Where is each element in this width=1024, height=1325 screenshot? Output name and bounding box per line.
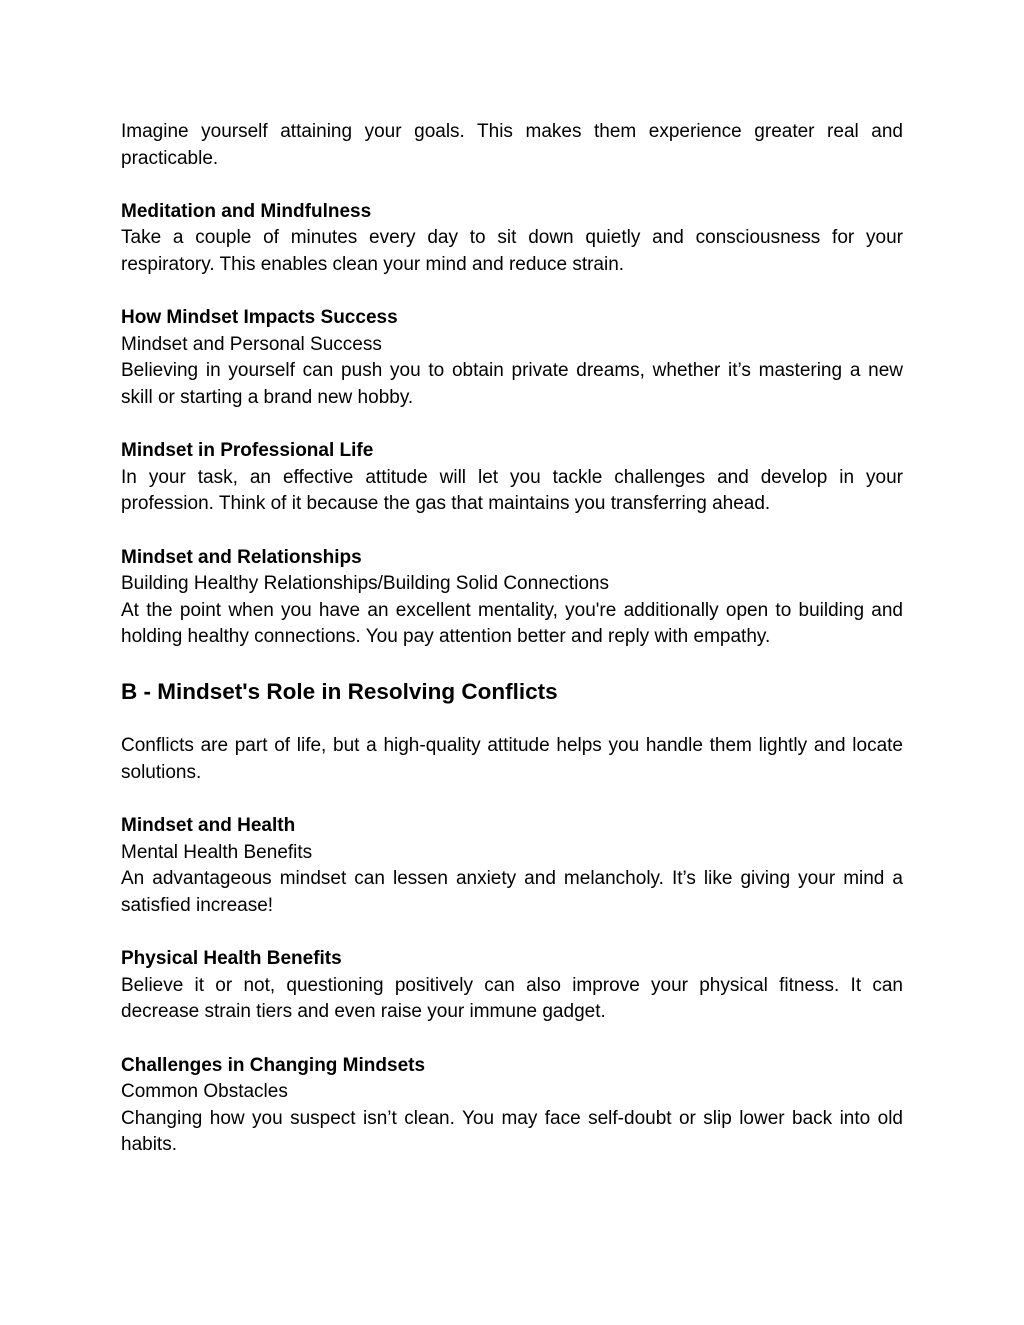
intro-paragraph: Imagine yourself attaining your goals. This makes them experience greater real and practicable. xyxy=(121,121,903,169)
impacts-heading: How Mindset Impacts Success xyxy=(121,307,398,329)
section-professional xyxy=(121,438,903,518)
challenges-paragraph: Changing how you suspect isn’t clean. You may face self-doubt or slip lower back into old habits. xyxy=(121,1107,903,1156)
relationships-paragraph: At the point when you have an excellent mentality, you're additionally open to building and holding healthy connections. You pay attention better and reply with empathy. xyxy=(121,599,903,648)
health-subheading: Mental Health Benefits xyxy=(121,841,313,863)
impacts-subheading: Mindset and Personal Success xyxy=(121,333,382,355)
section-health xyxy=(121,813,903,919)
challenges-heading: Challenges in Changing Mindsets xyxy=(121,1054,426,1076)
physical-heading: Physical Health Benefits xyxy=(121,948,342,970)
section-meditation xyxy=(121,199,903,279)
relationships-subheading: Building Healthy Relationships/Building Solid Connections xyxy=(121,573,609,595)
impacts-paragraph: Believing in yourself can push you to obtain private dreams, whether it’s mastering a new skill or starting a brand new hobby. xyxy=(121,360,903,408)
section-intro xyxy=(121,119,903,172)
section-impacts xyxy=(121,305,903,411)
challenges-subheading: Common Obstacles xyxy=(121,1081,288,1103)
section-relationships xyxy=(121,545,903,651)
meditation-paragraph: Take a couple of minutes every day to sit down quietly and consciousness for your respiratory. This enables clean your mind and reduce strain. xyxy=(121,227,903,275)
relationships-heading: Mindset and Relationships xyxy=(121,546,362,568)
professional-heading: Mindset in Professional Life xyxy=(121,440,374,462)
section-physical xyxy=(121,946,903,1026)
document-page xyxy=(121,119,903,1186)
conflicts-paragraph: Conflicts are part of life, but a high-quality attitude helps you handle them lightly and locate solutions. xyxy=(121,735,903,784)
professional-paragraph: In your task, an effective attitude will let you tackle challenges and develop in your profession. Think of it because the gas that maintains you transferring ahead. xyxy=(121,466,903,515)
section-challenges xyxy=(121,1053,903,1159)
section-conflicts xyxy=(121,733,903,786)
physical-paragraph: Believe it or not, questioning positively can also improve your physical fitness. It can decrease strain tiers and even raise your immune gadget. xyxy=(121,974,903,1023)
health-heading: Mindset and Health xyxy=(121,815,296,837)
conflicts-heading: B - Mindset's Role in Resolving Conflicts xyxy=(121,679,558,705)
meditation-heading: Meditation and Mindfulness xyxy=(121,200,372,222)
health-paragraph: An advantageous mindset can lessen anxiety and melancholy. It’s like giving your mind a satisfied increase! xyxy=(121,868,903,917)
